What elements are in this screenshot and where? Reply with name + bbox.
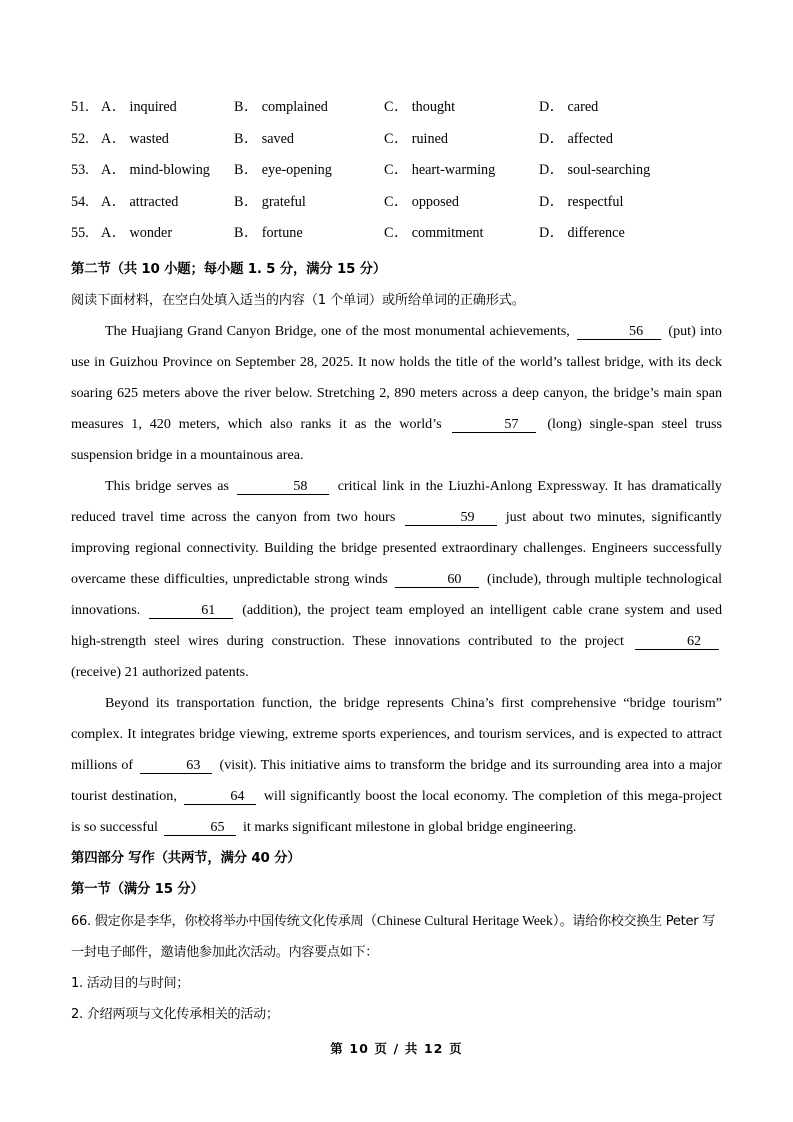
question-number: 66. [71, 913, 95, 929]
option-d[interactable] [539, 96, 598, 116]
option-text: soul-searching [567, 162, 651, 178]
option-letter: D ． [539, 194, 564, 210]
option-a[interactable] [101, 191, 234, 211]
option-c[interactable] [384, 128, 539, 148]
option-text: respectful [567, 193, 624, 210]
option-text: commitment [411, 225, 484, 241]
blank-61[interactable]: 61 [149, 602, 233, 619]
option-text: thought [411, 99, 456, 115]
passage-text: critical link in the Liuzhi-Anlong Expressway. It has dramatically reduced travel time across the canyon from two hours [71, 477, 722, 525]
list-item: 1. 活动目的与时间； [71, 975, 190, 991]
option-d[interactable] [539, 222, 625, 242]
table-row [71, 222, 722, 254]
option-text: saved [261, 130, 295, 147]
option-letter: B ． [234, 99, 258, 115]
option-text: eye-opening [261, 162, 332, 178]
question-number: 53. [71, 162, 89, 178]
passage-text: (receive) 21 authorized patents. [71, 663, 249, 680]
question-number: 55. [71, 225, 89, 241]
option-text: inquired [129, 99, 177, 115]
option-text: complained [261, 99, 328, 115]
option-letter: D ． [539, 131, 564, 147]
option-b[interactable] [234, 96, 384, 116]
option-letter: C ． [384, 194, 408, 210]
option-letter: D ． [539, 162, 564, 178]
option-letter: C ． [384, 225, 408, 241]
option-a[interactable] [101, 159, 234, 179]
writing-question-66 [71, 905, 722, 968]
part-four-heading: 第四部分 写作（共两节，满分 40 分） [71, 850, 301, 866]
cloze-paragraph-3 [71, 688, 722, 843]
passage-text: (long) single-span steel truss suspension bridge in a mountainous area. [71, 415, 723, 463]
option-c[interactable] [384, 222, 539, 242]
option-d[interactable] [539, 191, 623, 211]
table-row [71, 128, 722, 160]
option-letter: C ． [384, 131, 408, 147]
page-content [71, 96, 722, 1030]
question-number: 54. [71, 193, 89, 210]
table-row [71, 96, 722, 128]
option-letter: B ． [234, 131, 258, 147]
option-text: difference [567, 225, 625, 241]
option-b[interactable] [234, 191, 384, 211]
cloze-paragraph-2 [71, 471, 722, 688]
option-letter: A ． [101, 225, 126, 241]
option-text: mind-blowing [129, 162, 210, 178]
option-text: affected [567, 130, 613, 147]
blank-60[interactable]: 60 [395, 571, 479, 588]
passage-text: just about two minutes, significantly improving regional connectivity. Building the bridge presented extraordinary challenges. Engineers successfully overcame these difficulties, unpredictable strong winds [71, 508, 722, 587]
passage-text: will significantly boost the local economy. The completion of this mega-project is so successful [71, 787, 722, 835]
part-four-section-one-heading: 第一节（满分 15 分） [71, 881, 204, 897]
option-d[interactable] [539, 159, 650, 179]
multiple-choice-block [71, 96, 722, 254]
option-text: wasted [129, 130, 169, 147]
passage-text: This bridge serves as [105, 477, 230, 494]
option-letter: B ． [234, 162, 258, 178]
option-text: grateful [261, 193, 306, 210]
passage-text: it marks significant milestone in global bridge engineering. [242, 818, 577, 835]
blank-63[interactable]: 63 [140, 757, 212, 774]
list-item: 2. 介绍两项与文化传承相关的活动； [71, 1006, 279, 1022]
table-row [71, 159, 722, 191]
option-text: wonder [129, 225, 173, 241]
passage-text: (put) into use in Guizhou Province on September 28, 2025. It now holds the title of the world’s tallest bridge, with its deck soaring 625 meters above the river below. Stretching 2, 890 meters across a deep canyon, the bridge’s main span measures 1, 420 meters, which also ranks it as the world’s [71, 322, 722, 432]
passage-text: The Huajiang Grand Canyon Bridge, one of the most monumental achievements, [105, 322, 570, 339]
option-d[interactable] [539, 128, 613, 148]
passage-text: Beyond its transportation function, the bridge represents China’s first comprehensive “bridge tourism” complex. It integrates bridge viewing, extreme sports experiences, and tourism services, and is expected to attract millions of [71, 694, 722, 773]
option-text: heart-warming [411, 162, 496, 178]
passage-text: (visit). This initiative aims to transform the bridge and its surrounding area into a major tourist destination, [71, 756, 722, 804]
option-letter: A ． [101, 99, 126, 115]
section-two-instruction: 阅读下面材料，在空白处填入适当的内容（1 个单词）或所给单词的正确形式。 [71, 292, 525, 308]
option-text: fortune [261, 225, 303, 241]
option-text: opposed [411, 193, 460, 210]
option-a[interactable] [101, 128, 234, 148]
blank-58[interactable]: 58 [237, 478, 329, 495]
passage-text: (include), through multiple technological innovations. [71, 570, 723, 618]
option-b[interactable] [234, 128, 384, 148]
question-text-en: （Chinese Cultural Heritage Week） [363, 912, 560, 928]
option-b[interactable] [234, 222, 384, 242]
question-number: 52. [71, 130, 89, 147]
blank-57[interactable]: 57 [452, 416, 536, 433]
option-letter: D ． [539, 99, 564, 115]
option-letter: C ． [384, 162, 408, 178]
option-c[interactable] [384, 191, 539, 211]
table-row [71, 191, 722, 223]
option-letter: D ． [539, 225, 564, 241]
option-a[interactable] [101, 222, 234, 242]
blank-59[interactable]: 59 [405, 509, 497, 526]
option-letter: A ． [101, 131, 126, 147]
passage-text: (addition), the project team employed an intelligent cable crane system and used high-strength steel wires during construction. These innovations contributed to the project [71, 601, 722, 649]
option-text: cared [567, 99, 599, 115]
option-letter: A ． [101, 162, 126, 178]
option-a[interactable] [101, 96, 234, 116]
option-letter: B ． [234, 194, 258, 210]
option-b[interactable] [234, 159, 384, 179]
section-two-heading: 第二节（共 10 小题；每小题 1. 5 分，满分 15 分） [71, 261, 387, 277]
blank-64[interactable]: 64 [184, 788, 256, 805]
page-footer: 第 10 页 / 共 12 页 [330, 1041, 463, 1056]
question-number: 51. [71, 99, 89, 115]
question-text-cn-a: 假定你是李华，你校将举办中国传统文化传承周 [94, 913, 364, 929]
option-text: attracted [129, 193, 179, 210]
blank-65[interactable]: 65 [164, 819, 236, 836]
cloze-paragraph-1 [71, 316, 722, 471]
option-letter: A ． [101, 194, 126, 210]
option-letter: C ． [384, 99, 408, 115]
blank-56[interactable]: 56 [577, 323, 661, 340]
option-c[interactable] [384, 159, 539, 179]
option-letter: B ． [234, 225, 258, 241]
option-text: ruined [411, 130, 448, 147]
blank-62[interactable]: 62 [635, 633, 719, 650]
question-text-cn-b: 。请给你校交换生 Peter 写一封电子邮件，邀请他参加此次活动。内容要点如下： [71, 913, 715, 960]
option-c[interactable] [384, 96, 539, 116]
